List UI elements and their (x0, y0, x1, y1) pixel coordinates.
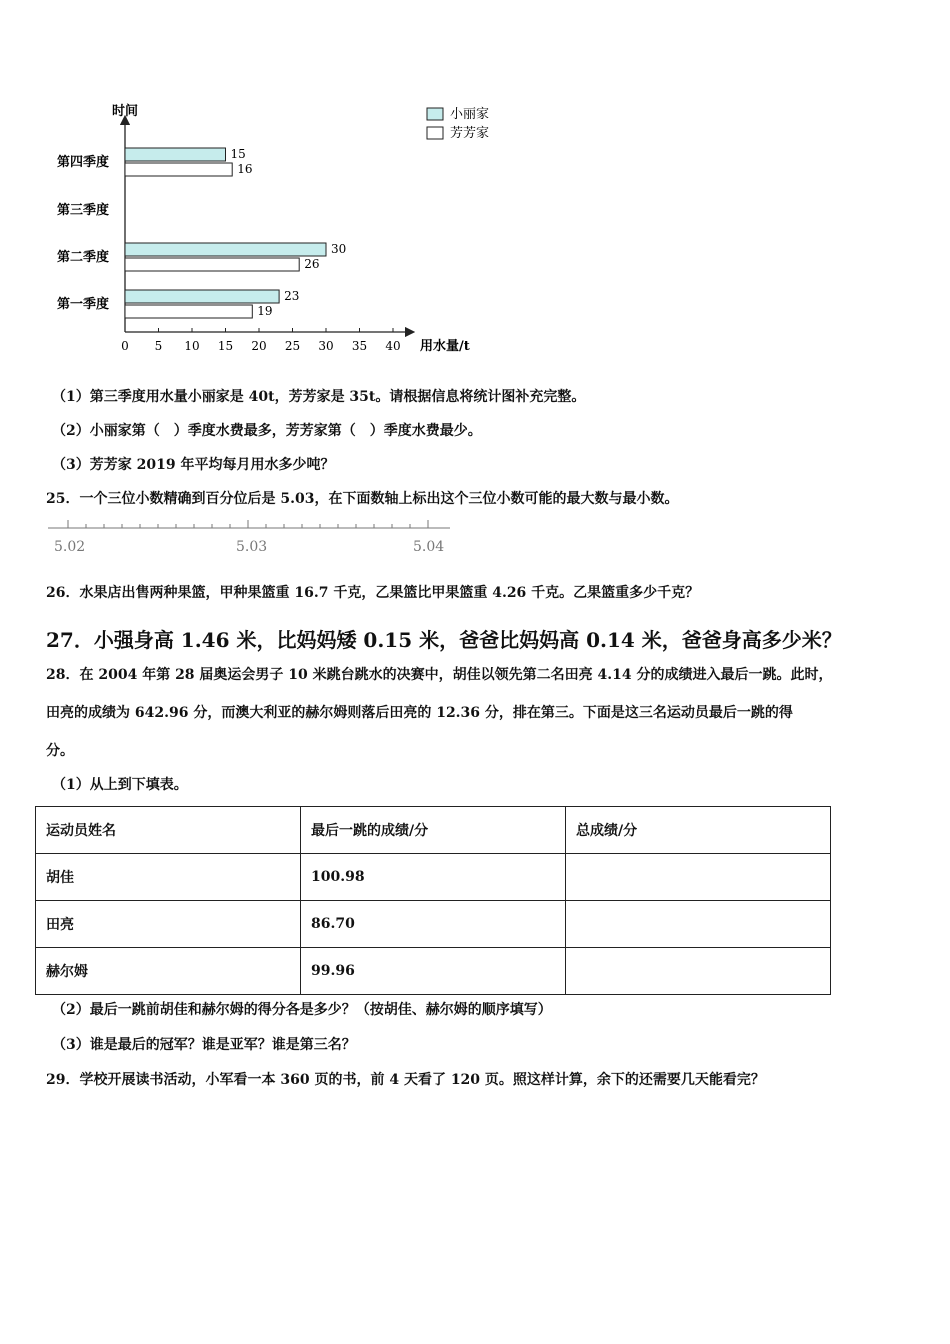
number-line-label-start: 5.02 (54, 539, 86, 555)
bar-value-label: 16 (237, 162, 253, 176)
bar-value-label: 30 (331, 242, 347, 256)
athlete-name: 田亮 (36, 901, 301, 948)
number-line-label-end: 5.04 (413, 539, 445, 555)
question-28-part1: （1）从上到下填表。 (52, 777, 188, 793)
score-table (35, 806, 831, 995)
question-28-line1: 28．在 2004 年第 28 届奥运会男子 10 米跳台跳水的决赛中，胡佳以领先第二名田亮 4.14 分的成绩进入最后一跳。此时， (46, 667, 833, 683)
category-label: 第一季度 (57, 297, 110, 312)
x-tick-label: 0 (121, 339, 129, 353)
table-row (36, 854, 831, 901)
water-usage-chart (0, 90, 520, 380)
x-tick-label: 20 (251, 339, 267, 353)
x-tick-label: 30 (318, 339, 334, 353)
bar (125, 163, 232, 176)
header-athlete-name: 运动员姓名 (36, 807, 301, 854)
table-row (36, 948, 831, 995)
x-tick-label: 40 (385, 339, 401, 353)
question-27: 27．小强身高 1.46 米，比妈妈矮 0.15 米，爸爸比妈妈高 0.14 米，爸爸身高多少米？ (46, 628, 842, 652)
question-28-part3: （3）谁是最后的冠军？谁是亚军？谁是第三名？ (52, 1037, 356, 1053)
question-28-part2: （2）最后一跳前胡佳和赫尔姆的得分各是多少？（按胡佳、赫尔姆的顺序填写） (52, 1002, 552, 1018)
table-row (36, 901, 831, 948)
last-jump-score: 100.98 (301, 854, 566, 901)
category-label: 第二季度 (57, 250, 110, 265)
category-label: 第三季度 (57, 203, 110, 218)
bar (125, 258, 299, 271)
header-last-jump-score: 最后一跳的成绩/分 (301, 807, 566, 854)
x-tick-label: 5 (154, 339, 163, 353)
last-jump-score: 86.70 (301, 901, 566, 948)
bar (125, 148, 226, 161)
y-axis-label: 时间 (112, 104, 139, 119)
header-total-score: 总成绩/分 (566, 807, 831, 854)
question-28-line3: 分。 (46, 743, 74, 759)
x-tick-label: 10 (184, 339, 200, 353)
total-score-blank[interactable] (566, 948, 831, 995)
bar-value-label: 23 (284, 289, 300, 303)
number-line-label-mid: 5.03 (236, 539, 268, 555)
x-tick-label: 25 (284, 339, 301, 353)
athlete-name: 胡佳 (36, 854, 301, 901)
bar-value-label: 19 (257, 304, 273, 318)
question-24-part1: （1）第三季度用水量小丽家是 40t，芳芳家是 35t。请根据信息将统计图补充完整。 (52, 389, 586, 405)
bar (125, 290, 279, 303)
bar (125, 305, 252, 318)
category-label: 第四季度 (57, 155, 110, 170)
bar-value-label: 26 (304, 257, 320, 271)
athlete-name: 赫尔姆 (36, 948, 301, 995)
legend-swatch-fangfang (427, 127, 443, 139)
bar-value-label: 15 (230, 147, 246, 161)
question-25: 25．一个三位小数精确到百分位后是 5.03，在下面数轴上标出这个三位小数可能的最大数与最小数。 (46, 491, 679, 507)
last-jump-score: 99.96 (301, 948, 566, 995)
total-score-blank[interactable] (566, 901, 831, 948)
number-line (40, 515, 460, 560)
x-tick-label: 35 (351, 339, 368, 353)
legend-label-fangfang: 芳芳家 (450, 126, 490, 141)
question-24-part3: （3）芳芳家 2019 年平均每月用水多少吨？ (52, 457, 335, 473)
question-28-line2: 田亮的成绩为 642.96 分，而澳大利亚的赫尔姆则落后田亮的 12.36 分，排在第三。下面是这三名运动员最后一跳的得 (46, 705, 793, 721)
table-header-row (36, 807, 831, 854)
question-29: 29．学校开展读书活动，小军看一本 360 页的书，前 4 天看了 120 页。照这样计算，余下的还需要几天能看完？ (46, 1072, 765, 1088)
legend-label-xiaoli: 小丽家 (450, 107, 490, 122)
x-axis-label: 用水量/t (420, 339, 470, 354)
question-24-part2: （2）小丽家第（ ）季度水费最多，芳芳家第（ ）季度水费最少。 (52, 423, 482, 439)
question-26: 26．水果店出售两种果篮，甲种果篮重 16.7 千克，乙果篮比甲果篮重 4.26 千克。乙果篮重多少千克？ (46, 585, 700, 601)
legend-swatch-xiaoli (427, 108, 443, 120)
total-score-blank[interactable] (566, 854, 831, 901)
x-tick-label: 15 (217, 339, 234, 353)
bar (125, 243, 326, 256)
